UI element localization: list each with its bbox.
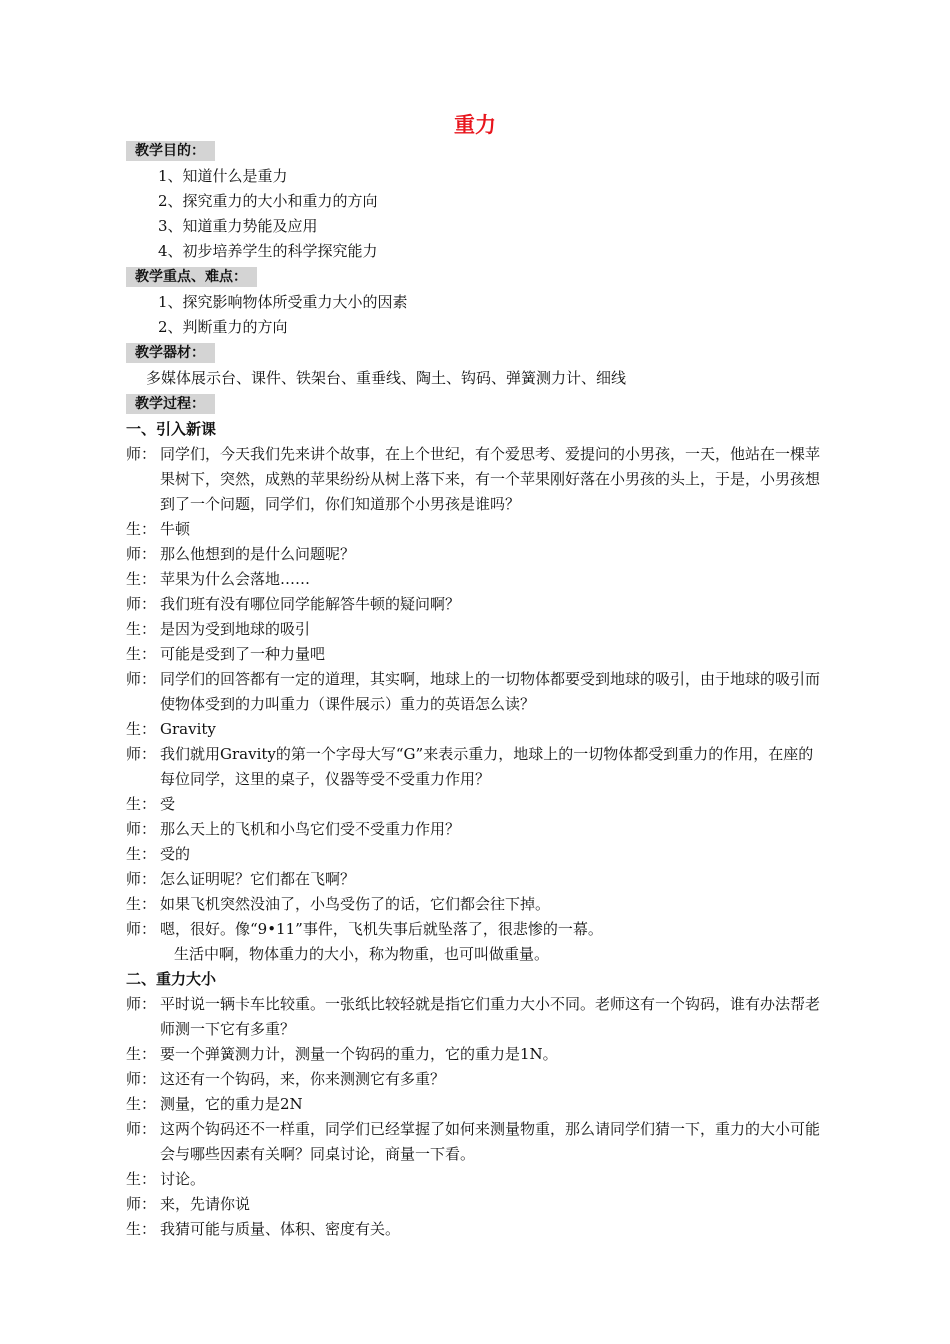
dialogue-line xyxy=(126,792,826,817)
speaker-label: 生： xyxy=(126,1045,157,1063)
dialogue-text: 牛顿 xyxy=(160,520,191,538)
dialogue-line xyxy=(126,1067,826,1092)
dialogue-text: 测量，它的重力是2N xyxy=(160,1095,303,1113)
speaker-label: 生： xyxy=(126,720,157,738)
dialogue-line xyxy=(126,742,826,792)
speaker-label: 生： xyxy=(126,645,157,663)
dialogue-line xyxy=(126,642,826,667)
dialogue-line xyxy=(126,1117,826,1167)
process-label: 教学过程： xyxy=(126,394,215,414)
speaker-label: 师： xyxy=(126,1070,157,1088)
dialogue-text: 怎么证明呢？它们都在飞啊？ xyxy=(160,870,356,888)
speaker-label: 生： xyxy=(126,520,157,538)
dialogue-text: 受 xyxy=(160,795,176,813)
equipment-text: 多媒体展示台、课件、铁架台、重垂线、陶土、钩码、弹簧测力计、细线 xyxy=(146,369,627,387)
section-heading: 一、引入新课 xyxy=(126,420,217,438)
dialogue-text: Gravity xyxy=(160,720,216,738)
dialogue-line xyxy=(126,1217,826,1242)
speaker-label: 师： xyxy=(126,995,157,1013)
speaker-label: 师： xyxy=(126,820,157,838)
equipment-label: 教学器材： xyxy=(126,343,215,363)
document-body xyxy=(126,138,826,1242)
dialogue-line xyxy=(126,442,826,517)
dialogue-line xyxy=(126,892,826,917)
speaker-label: 师： xyxy=(126,745,157,763)
key-point-item: 2、判断重力的方向 xyxy=(158,318,288,336)
speaker-label: 生： xyxy=(126,895,157,913)
dialogue-text: 我们班有没有哪位同学能解答牛顿的疑问啊？ xyxy=(160,595,461,613)
speaker-label: 生： xyxy=(126,845,157,863)
dialogue-text: 同学们，今天我们先来讲个故事，在上个世纪，有个爱思考、爱提问的小男孩，一天，他站在一棵苹果树下，突然，成熟的苹果纷纷从树上落下来，有一个苹果刚好落在小男孩的头上，于是，小男孩想到了一个问题，同学们，你们知道那个小男孩是谁吗？ xyxy=(160,445,821,513)
dialogue-line xyxy=(126,1167,826,1192)
dialogue-line xyxy=(126,842,826,867)
dialogue-text: 如果飞机突然没油了，小鸟受伤了的话，它们都会往下掉。 xyxy=(160,895,551,913)
speaker-label: 师： xyxy=(126,1195,157,1213)
dialogue-line xyxy=(126,817,826,842)
dialogue-line xyxy=(126,542,826,567)
speaker-label: 师： xyxy=(126,870,157,888)
dialogue-line xyxy=(126,992,826,1042)
dialogue-text: 嗯，很好。像“9•11”事件，飞机失事后就坠落了，很悲惨的一幕。 xyxy=(160,920,603,938)
dialogue-text: 我们就用Gravity的第一个字母大写“G”来表示重力，地球上的一切物体都受到重力的作用，在座的每位同学，这里的桌子，仪器等受不受重力作用？ xyxy=(160,745,814,788)
speaker-label: 生： xyxy=(126,1095,157,1113)
speaker-label: 生： xyxy=(126,1170,157,1188)
objective-item: 3、知道重力势能及应用 xyxy=(158,217,318,235)
speaker-label: 生： xyxy=(126,795,157,813)
dialogue-text: 受的 xyxy=(160,845,191,863)
dialogue-text: 那么天上的飞机和小鸟它们受不受重力作用？ xyxy=(160,820,461,838)
dialogue-line xyxy=(126,717,826,742)
dialogue-text: 可能是受到了一种力量吧 xyxy=(160,645,326,663)
speaker-label: 师： xyxy=(126,1120,157,1138)
dialogue-line xyxy=(126,517,826,542)
speaker-label: 生： xyxy=(126,620,157,638)
objectives-label: 教学目的： xyxy=(126,141,215,161)
dialogue-line xyxy=(126,1192,826,1217)
speaker-label: 师： xyxy=(126,545,157,563)
section-heading: 二、重力大小 xyxy=(126,970,217,988)
speaker-label: 生： xyxy=(126,570,157,588)
document-title: 重力 xyxy=(454,113,496,137)
dialogue-text: 我猜可能与质量、体积、密度有关。 xyxy=(160,1220,401,1238)
dialogue-text: 同学们的回答都有一定的道理，其实啊，地球上的一切物体都要受到地球的吸引，由于地球的吸引而使物体受到的力叫重力（课件展示）重力的英语怎么读？ xyxy=(160,670,821,713)
dialogue-line xyxy=(126,867,826,892)
objective-item: 4、初步培养学生的科学探究能力 xyxy=(158,242,378,260)
dialogue-line xyxy=(126,917,826,942)
dialogue-text: 苹果为什么会落地…… xyxy=(160,570,311,588)
dialogue-text: 那么他想到的是什么问题呢？ xyxy=(160,545,356,563)
speaker-label: 生： xyxy=(126,1220,157,1238)
dialogue-text: 是因为受到地球的吸引 xyxy=(160,620,311,638)
dialogue-text: 这两个钩码还不一样重，同学们已经掌握了如何来测量物重，那么请同学们猜一下，重力的大小可能会与哪些因素有关啊？同桌讨论，商量一下看。 xyxy=(160,1120,821,1163)
speaker-label: 师： xyxy=(126,920,157,938)
dialogue-text: 平时说一辆卡车比较重。一张纸比较轻就是指它们重力大小不同。老师这有一个钩码，谁有办法帮老师测一下它有多重？ xyxy=(160,995,821,1038)
dialogue-line xyxy=(126,567,826,592)
key-points-label: 教学重点、难点： xyxy=(126,267,257,287)
speaker-label: 师： xyxy=(126,670,157,688)
paragraph-text: 生活中啊，物体重力的大小，称为物重，也可叫做重量。 xyxy=(174,945,550,963)
dialogue-line xyxy=(126,617,826,642)
dialogue-text: 来，先请你说 xyxy=(160,1195,251,1213)
dialogue-text: 这还有一个钩码，来，你来测测它有多重？ xyxy=(160,1070,446,1088)
speaker-label: 师： xyxy=(126,445,157,463)
dialogue-text: 讨论。 xyxy=(160,1170,206,1188)
dialogue-line xyxy=(126,667,826,717)
key-point-item: 1、探究影响物体所受重力大小的因素 xyxy=(158,293,408,311)
dialogue-line xyxy=(126,1092,826,1117)
dialogue-text: 要一个弹簧测力计，测量一个钩码的重力，它的重力是1N。 xyxy=(160,1045,558,1063)
dialogue-line xyxy=(126,592,826,617)
objective-item: 1、知道什么是重力 xyxy=(158,167,288,185)
speaker-label: 师： xyxy=(126,595,157,613)
objective-item: 2、探究重力的大小和重力的方向 xyxy=(158,192,378,210)
dialogue-line xyxy=(126,1042,826,1067)
